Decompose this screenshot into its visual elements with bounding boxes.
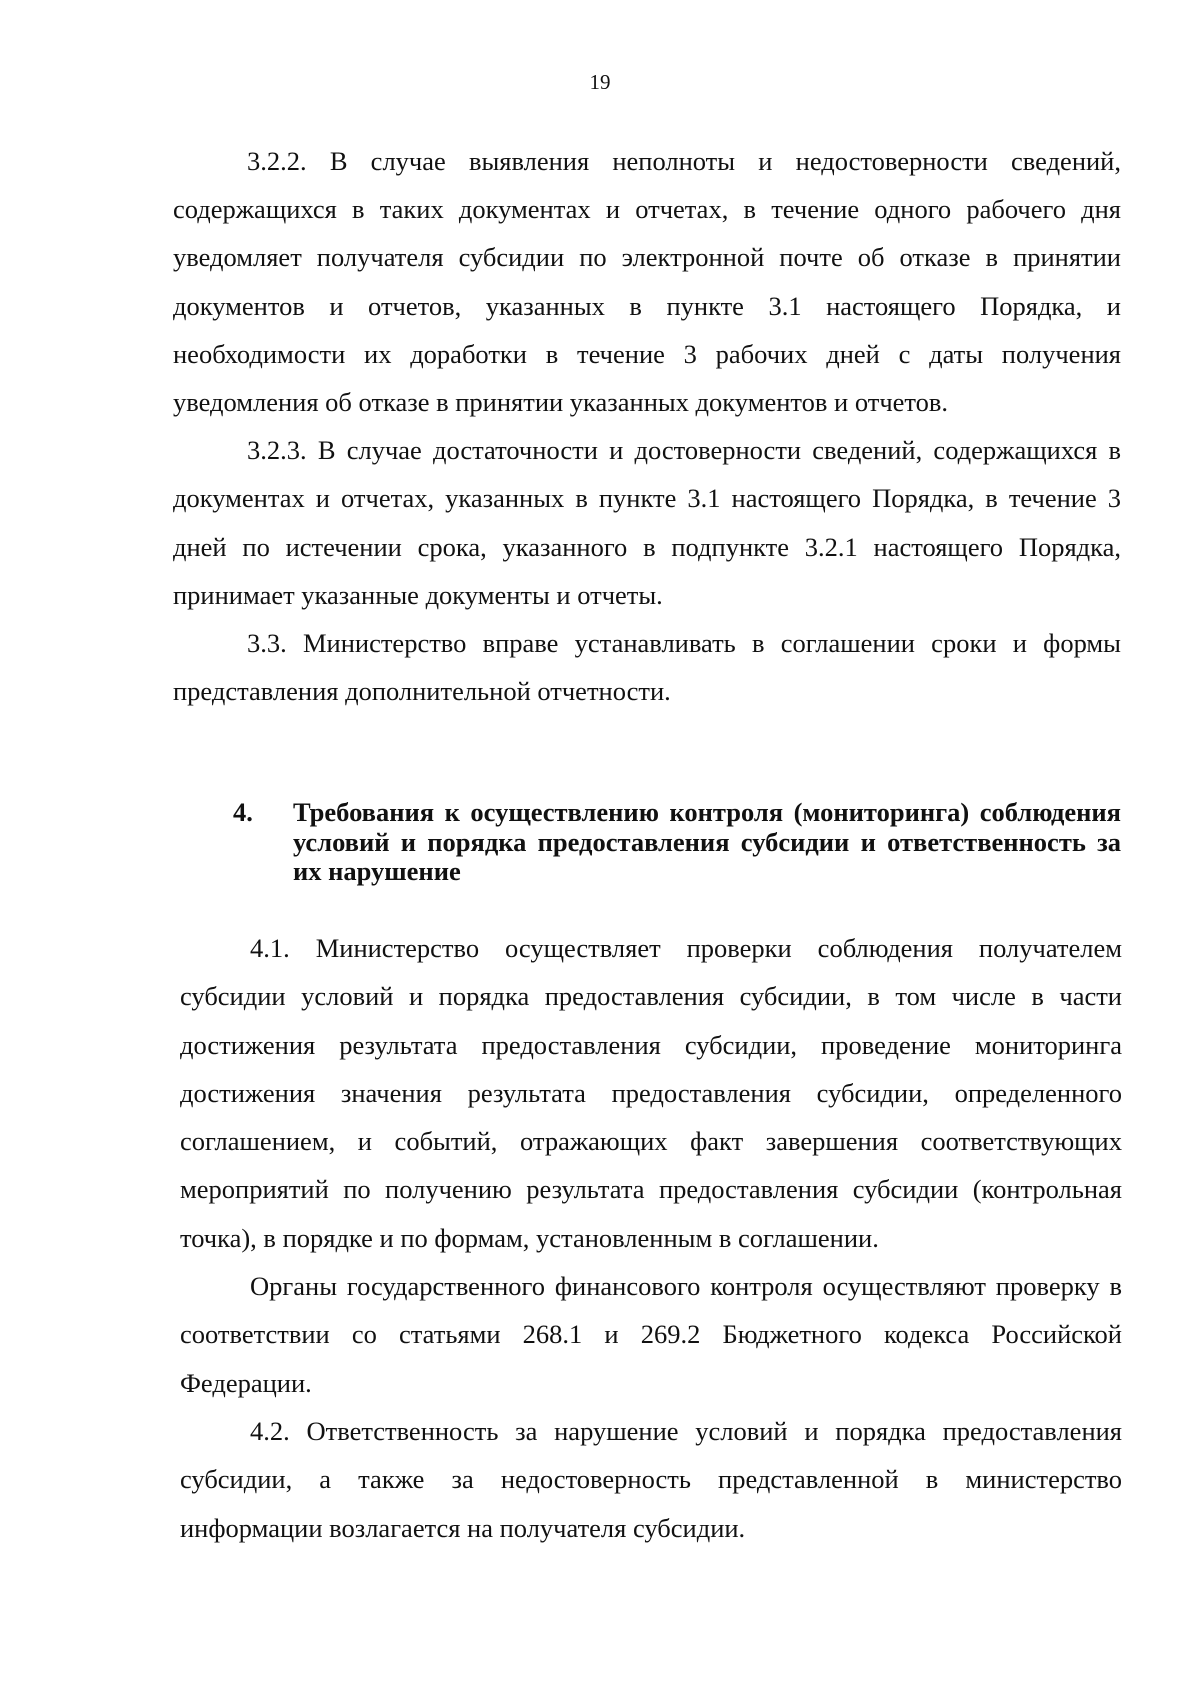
paragraph-4-2: 4.2. Ответственность за нарушение условий и порядка предоставления субсидии, а также за недостоверность представленной в министерство информации возлагается на получателя субсидии. — [180, 1415, 1122, 1543]
section-number: 4. — [233, 797, 253, 827]
section-title: Требования к осуществлению контроля (мониторинга) соблюдения условий и порядка предоставления субсидии и ответственность за их нарушение — [293, 797, 1121, 886]
paragraph-3-2-3: 3.2.3. В случае достаточности и достоверности сведений, содержащихся в документах и отчетах, указанных в пункте 3.1 настоящего Порядка, в течение 3 дней по истечении срока, указанного в подпункте 3.2.1 настоящего Порядка, принимает указанные документы и отчеты. — [173, 435, 1121, 610]
document-body-bottom — [180, 924, 1122, 1552]
document-body-top — [173, 137, 1121, 715]
section-heading — [233, 798, 1121, 887]
paragraph-control-bodies: Органы государственного финансового контроля осуществляют проверку в соответствии со статьями 268.1 и 269.2 Бюджетного кодекса Российской Федерации. — [180, 1271, 1122, 1398]
paragraph-3-3: 3.3. Министерство вправе устанавливать в соглашении сроки и формы представления дополнительной отчетности. — [173, 628, 1121, 707]
page-number: 19 — [589, 70, 611, 94]
paragraph-4-1: 4.1. Министерство осуществляет проверки соблюдения получателем субсидии условий и порядка предоставления субсидии, в том числе в части достижения результата предоставления субсидии, проведение мониторинга достижения значения результата предоставления субсидии, определенного соглашением, и событий, отражающих факт завершения соответствующих мероприятий по получению результата предоставления субсидии (контрольная точка), в порядке и по формам, установленным в соглашении. — [180, 933, 1122, 1253]
paragraph-3-2-2: 3.2.2. В случае выявления неполноты и недостоверности сведений, содержащихся в таких документах и отчетах, в течение одного рабочего дня уведомляет получателя субсидии по электронной почте об отказе в принятии документов и отчетов, указанных в пункте 3.1 настоящего Порядка, и необходимости их доработки в течение 3 рабочих дней с даты получения уведомления об отказе в принятии указанных документов и отчетов. — [173, 146, 1121, 418]
